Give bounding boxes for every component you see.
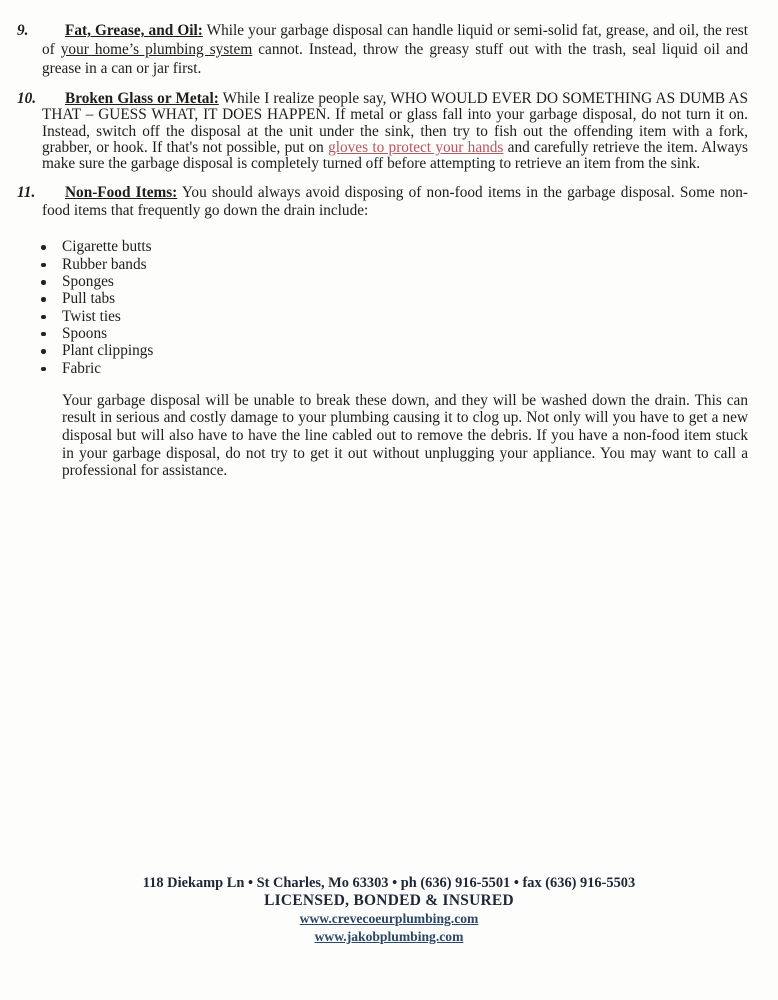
list-item [62, 273, 778, 290]
list-item [62, 256, 778, 273]
footer-licensed-line: LICENSED, BONDED & INSURED [264, 892, 514, 909]
non-food-items-list [62, 238, 778, 376]
list-item-label: Spoons [62, 324, 108, 342]
item-9-text-2: cannot. Instead, throw the greasy stuff out with the trash, seal liquid oil and grease in a can or jar first. [42, 41, 748, 77]
footer [0, 874, 778, 945]
list-item [62, 325, 778, 342]
item-10-heading: Broken Glass or Metal: [65, 90, 219, 107]
list-item-label: Pull tabs [62, 290, 116, 308]
numbered-item-9 [17, 21, 748, 78]
bullet-icon [41, 280, 46, 285]
closing-paragraph: Your garbage disposal will be unable to break these down, and they will be washed down the drain. This can result in serious and costly damage to your plumbing causing it to clog up. Not only will you have to get a new disposal but will also have to have the line cabled out to remove the debris. If you have a non-food item stuck in your garbage disposal, do not try to get it out without unplugging your appliance. You may want to call a professional for assistance. [62, 391, 748, 480]
bullet-icon [41, 315, 46, 320]
bullet-icon [41, 349, 46, 354]
item-9-number: 9. [17, 22, 29, 39]
footer-link-crevecoeurplumbing[interactable]: www.crevecoeurplumbing.com [299, 911, 479, 926]
footer-link-jakobplumbing[interactable]: www.jakobplumbing.com [314, 928, 464, 944]
item-9-text-1: While your garbage disposal can handle liquid or semi-solid fat, grease, and oil, the rest of [42, 22, 748, 58]
list-item [62, 238, 778, 255]
item-10-text-1: While I realize people say, WHO WOULD EVER DO SOMETHING AS DUMB AS THAT – GUESS WHAT, IT DOES HAPPEN. If metal or glass fall into your garbage disposal, do not turn it on. Instead, switch off the disposal at the unit under the sink, then try to fish out the offending item with a fork, grabber, or hook. If that's not possible, put on [42, 90, 748, 156]
list-item-label: Fabric [62, 359, 102, 377]
bullet-icon [41, 332, 46, 337]
bullet-icon [41, 367, 46, 372]
bullet-icon [41, 297, 46, 302]
list-item-label: Rubber bands [62, 255, 147, 273]
list-item [62, 342, 778, 359]
list-item-label: Plant clippings [62, 342, 154, 360]
item-9-heading: Fat, Grease, and Oil: [65, 22, 203, 39]
footer-contact-line: 118 Diekamp Ln • St Charles, Mo 63303 • ph (636) 916-5501 • fax (636) 916-5503 [142, 875, 636, 891]
item-10-text-2: and carefully retrieve the item. Always make sure the garbage disposal is completely turned off before attempting to retrieve an item from the sink. [42, 138, 748, 173]
list-item-label: Cigarette butts [62, 238, 152, 256]
list-item-label: Twist ties [62, 307, 121, 325]
numbered-item-11 [17, 184, 748, 219]
list-item [62, 308, 778, 325]
bullet-icon [41, 263, 46, 268]
list-item-label: Sponges [62, 273, 114, 291]
list-item [62, 290, 778, 307]
item-10-number: 10. [17, 90, 37, 107]
item-11-number: 11. [17, 184, 36, 202]
gloves-protection-link[interactable]: gloves to protect your hands [328, 138, 504, 156]
item-11-heading: Non-Food Items: [65, 184, 178, 202]
item-11-text-1: You should always avoid disposing of non-food items in the garbage disposal. Some non-food items that frequently go down the drain include: [42, 184, 748, 219]
item-9-underlined-phrase: your home’s plumbing system [60, 41, 253, 58]
list-item [62, 360, 778, 377]
numbered-item-10 [17, 90, 748, 173]
bullet-icon [41, 245, 46, 250]
